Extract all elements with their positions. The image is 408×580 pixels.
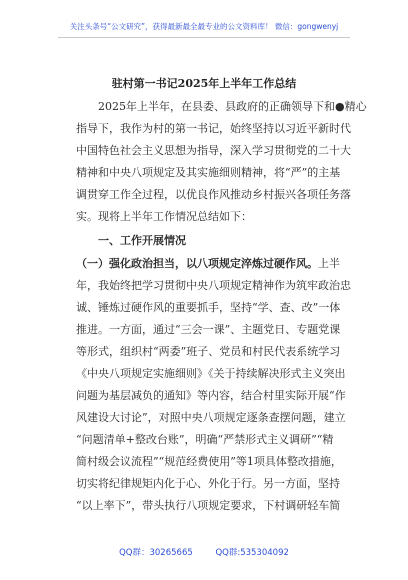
qq-group-1: QQ群：30265665 [119, 548, 193, 558]
body-line: 风建设大讨论”，对照中央八项规定逐条查摆问题，建立 [76, 411, 346, 424]
subheading: （一）强化政治担当，以八项规定淬炼过硬作风。 [76, 257, 318, 270]
header-divider [58, 37, 350, 38]
footer [0, 546, 408, 558]
body-line: 诚、锤炼过硬作风的重要抓手，坚持“学、查、改”一体 [76, 301, 341, 314]
body-line: 简村级会议流程”“规范经费使用”等1项具体整改措施， [76, 455, 342, 468]
subheading-tail: 上半 [318, 257, 340, 270]
intro-line: 精神和中央八项规定及其实施细则精神，将“严”的主基 [76, 166, 341, 179]
body-line: 切实将纪律规矩内化于心、外化于行。另一方面，坚持 [76, 477, 340, 490]
document-title: 驻村第一书记2025年上半年工作总结 [111, 77, 297, 90]
intro-line: 中国特色社会主义思想为指导，深入学习贯彻党的二十大 [76, 144, 351, 157]
intro-line: 指导下，我作为村的第一书记，始终坚持以习近平新时代 [76, 122, 351, 135]
body-line: “问题清单+整改台账”，明确“严禁形式主义调研”“精 [76, 433, 334, 446]
intro-line: 调贯穿工作全过程，以优良作风推动乡村振兴各项任务落 [76, 188, 351, 201]
body-line: 等形式，组织村“两委”班子、党员和村民代表系统学习 [76, 345, 341, 358]
intro-line: 实。现将上半年工作情况总结如下： [76, 210, 252, 223]
body-line: 推进。一方面，通过“三会一课”、主题党日、专题党课 [76, 323, 341, 336]
body-line: 年，我始终把学习贯彻中央八项规定精神作为筑牢政治忠 [76, 279, 351, 292]
section-heading: 一、工作开展情况 [76, 234, 186, 247]
body-line: 《中央八项规定实施细则》《关于持续解决形式主义突出 [76, 367, 346, 380]
body-line: “以上率下”，带头执行八项规定要求，下村调研轻车简 [76, 499, 341, 512]
qq-group-2: QQ群:535304092 [215, 548, 289, 558]
intro-line: 2025年上半年，在县委、县政府的正确领导下和●精心 [76, 100, 367, 113]
subheading-line [76, 257, 340, 271]
body-line: 问题为基层减负的通知》等内容，结合村里实际开展“作 [76, 389, 346, 402]
header-note: 关注头条号“公文研究”，获得最新最全最专业的公文资料库！ 微信：gongwenyj [69, 22, 339, 31]
